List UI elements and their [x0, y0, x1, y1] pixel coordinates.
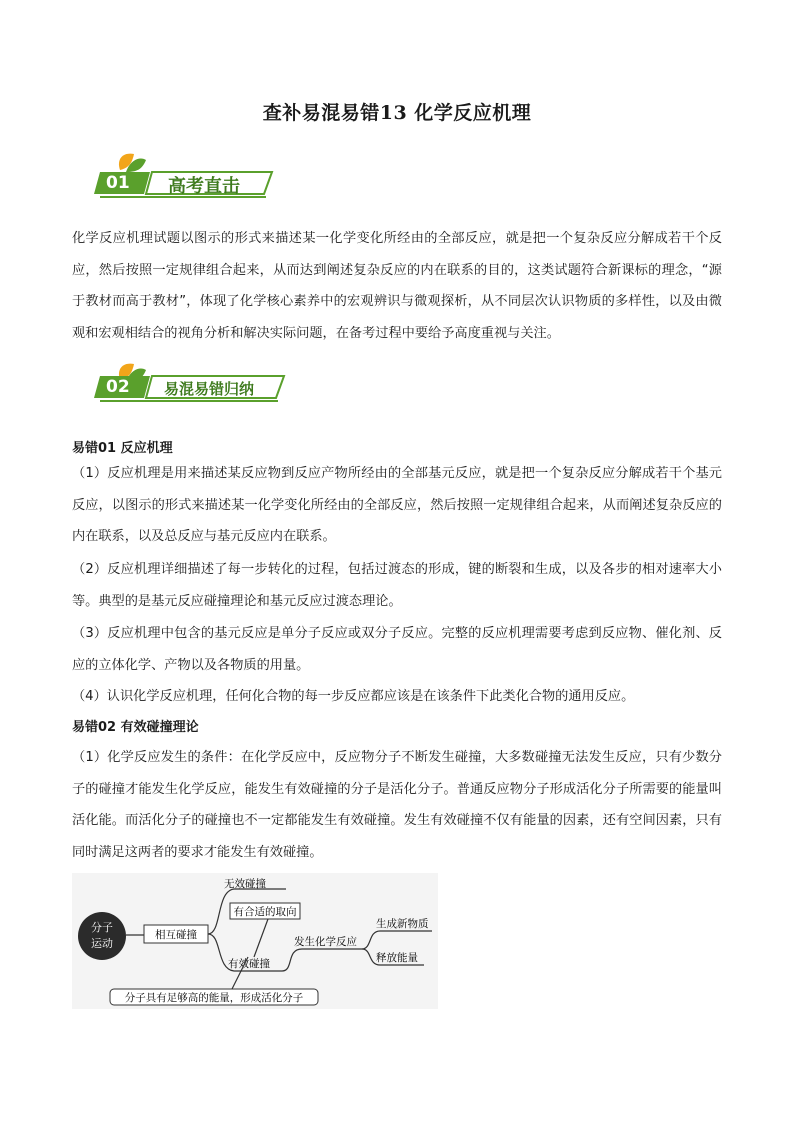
error2-heading: 易错02 有效碰撞理论 [72, 720, 199, 735]
effective-collision-label: 有效碰撞 [228, 958, 270, 970]
orientation-label: 有合适的取向 [233, 906, 297, 918]
banner-number: 02 [106, 377, 130, 397]
reaction-label: 发生化学反应 [294, 936, 357, 948]
intro-paragraph [72, 223, 722, 349]
error1-item-text: （4）认识化学反应机理，任何化合物的每一步反应都应该是在该条件下此类化合物的通用反应。 [72, 689, 635, 704]
mutual-collision-label: 相互碰撞 [155, 929, 197, 941]
error1-item-text: （1）反应机理是用来描述某反应物到反应产物所经由的全部基元反应，就是把一个复杂反应分解成若干个基元反应，以图示的形式来描述某一化学变化所经由的全部反应，然后按照一定规律组合起来，从而阐述复杂反应的内在联系，以及总反应与基元反应内在联系。 [72, 466, 722, 544]
banner-label: 易混易错归纳 [164, 380, 255, 398]
release-energy-label: 释放能量 [376, 952, 418, 964]
error2-item-text: （1）化学反应发生的条件：在化学反应中，反应物分子不断发生碰撞，大多数碰撞无法发生反应，只有少数分子的碰撞才能发生化学反应，能发生有效碰撞的分子是活化分子。普通反应物分子形成活化分子所需要的能量叫活化能。而活化分子的碰撞也不一定都能发生有效碰撞。发生有效碰撞不仅有能量的因素，还有空间因素，只有同时满足这两者的要求才能发生有效碰撞。 [72, 750, 722, 860]
error1-item-1 [72, 458, 722, 553]
error1-item-4 [72, 681, 722, 713]
collision-diagram-svg [72, 873, 438, 1009]
molecule-motion-circle [78, 912, 126, 960]
error1-item-2 [72, 554, 722, 617]
section-banner-1 [94, 148, 274, 202]
ineffective-collision-label: 无效碰撞 [224, 878, 266, 890]
error1-item-text: （3）反应机理中包含的基元反应是单分子反应或双分子反应。完整的反应机理需要考虑到反应物、催化剂、反应的立体化学、产物以及各物质的用量。 [72, 626, 722, 673]
section-banner-2 [94, 358, 294, 412]
collision-diagram [72, 873, 438, 1009]
circle-label-1: 分子 [91, 921, 113, 934]
error1-item-text: （2）反应机理详细描述了每一步转化的过程，包括过渡态的形成，键的断裂和生成，以及各步的相对速率大小等。典型的是基元反应碰撞理论和基元反应过渡态理论。 [72, 562, 722, 609]
page-title: 查补易混易错13 化学反应机理 [262, 102, 532, 124]
error2-item-1 [72, 742, 722, 868]
banner-label: 高考直击 [168, 176, 240, 197]
intro-text: 化学反应机理试题以图示的形式来描述某一化学变化所经由的全部反应，就是把一个复杂反应分解成若干个反应，然后按照一定规律组合起来，从而达到阐述复杂反应的内在联系的目的，这类试题符合新课标的理念，“源于教材而高于教材”，体现了化学核心素养中的宏观辨识与微观探析，从不同层次认识物质的多样性，以及由微观和宏观相结合的视角分析和解决实际问题，在备考过程中要给予高度重视与关注。 [72, 231, 722, 341]
activated-molecules-label: 分子具有足够高的能量，形成活化分子 [124, 992, 304, 1004]
new-substance-label: 生成新物质 [376, 918, 429, 930]
banner-number: 01 [106, 173, 130, 193]
error1-item-3 [72, 618, 722, 681]
error1-heading: 易错01 反应机理 [72, 441, 173, 456]
circle-label-2: 运动 [91, 937, 113, 950]
